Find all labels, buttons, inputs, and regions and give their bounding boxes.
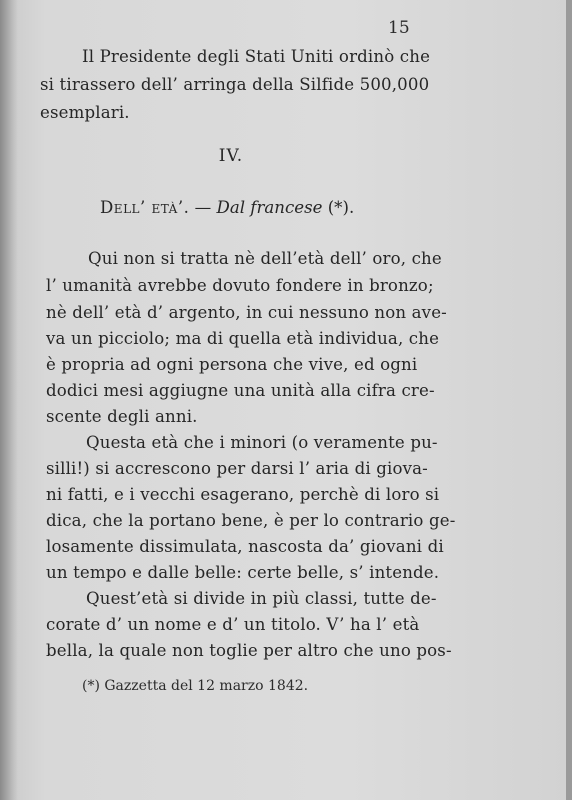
section-heading: IV. <box>218 146 244 166</box>
page-edge <box>566 0 572 800</box>
body-line: un tempo e dalle belle: certe belle, s’ intende. <box>46 563 440 582</box>
body-line: nè dell’ età d’ argento, in cui nessuno non ave- <box>46 303 447 322</box>
body-line: Quest’età si divide in più classi, tutte de- <box>86 589 437 608</box>
body-line: silli!) si accrescono per darsi l’ aria di giova- <box>46 459 428 478</box>
book-spine-shadow <box>0 0 18 800</box>
body-line: bella, la quale non toglie per altro che uno pos- <box>46 641 452 660</box>
body-line: corate d’ un nome e d’ un titolo. V’ ha l’ età <box>46 615 420 634</box>
body-line: va un picciolo; ma di quella età individua, che <box>46 329 440 348</box>
body-line: dodici mesi aggiugne una unità alla cifra cre- <box>46 381 435 400</box>
opening-line: Il Presidente degli Stati Uniti ordinò che <box>82 47 431 66</box>
body-line: Qui non si tratta nè dell’età dell’ oro, che <box>88 249 442 268</box>
body-line: scente degli anni. <box>46 407 198 426</box>
subtitle-source: Dal francese <box>216 198 323 217</box>
section-subtitle <box>100 198 354 217</box>
body-line: dica, che la portano bene, è per lo contrario ge- <box>46 511 456 530</box>
body-line: ni fatti, e i vecchi esagerano, perchè di loro si <box>46 485 440 504</box>
body-line: Questa età che i minori (o veramente pu- <box>86 433 438 452</box>
body-line: losamente dissimulata, nascosta da’ giovani di <box>46 537 444 556</box>
opening-line: si tirassero dell’ arringa della Silfide 500,000 <box>40 75 430 94</box>
page-number: 15 <box>388 18 410 38</box>
body-line: è propria ad ogni persona che vive, ed ogni <box>46 355 418 374</box>
opening-line: esemplari. <box>40 103 130 122</box>
footnote: (*) Gazzetta del 12 marzo 1842. <box>82 678 309 694</box>
subtitle-title: Dell’ età’. <box>100 198 190 217</box>
subtitle-dash: — <box>189 198 217 217</box>
footnote-ref: (*). <box>322 198 355 217</box>
body-line: l’ umanità avrebbe dovuto fondere in bronzo; <box>46 276 434 295</box>
